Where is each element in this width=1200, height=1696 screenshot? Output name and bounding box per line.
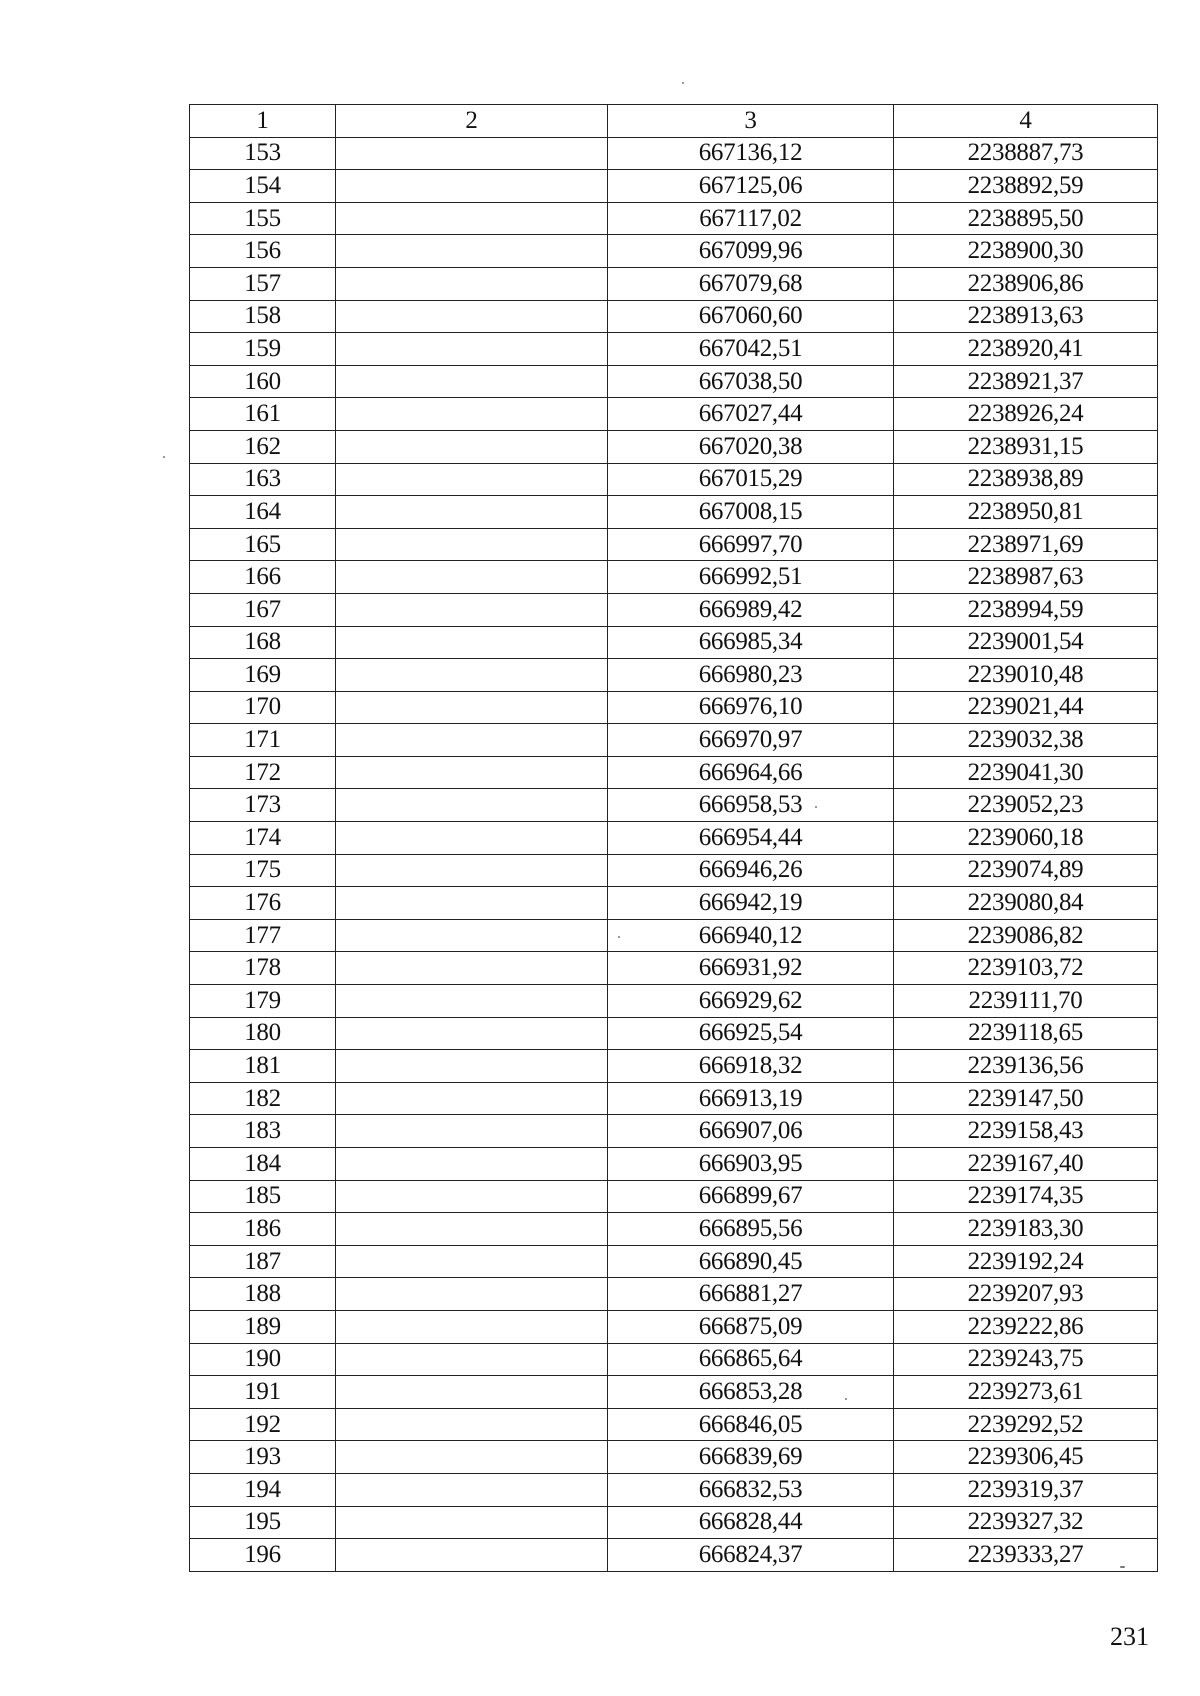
column-2-cell bbox=[336, 170, 608, 203]
table-row bbox=[190, 463, 1158, 496]
row-number-cell: 174 bbox=[190, 822, 336, 855]
table-row bbox=[190, 561, 1158, 594]
column-2-cell bbox=[336, 1017, 608, 1050]
column-2-cell bbox=[336, 137, 608, 170]
table-row bbox=[190, 626, 1158, 659]
table-row bbox=[190, 756, 1158, 789]
table-row bbox=[190, 1148, 1158, 1181]
column-2-cell bbox=[336, 1441, 608, 1474]
x-coordinate-cell: 666989,42 bbox=[608, 593, 894, 626]
column-header-1: 1 bbox=[190, 105, 336, 138]
column-2-cell bbox=[336, 1539, 608, 1572]
x-coordinate-cell: 667020,38 bbox=[608, 430, 894, 463]
column-header-4: 4 bbox=[894, 105, 1158, 138]
table-row bbox=[190, 1278, 1158, 1311]
y-coordinate-cell: 2238971,69 bbox=[894, 528, 1158, 561]
table-row bbox=[190, 300, 1158, 333]
table-row bbox=[190, 1376, 1158, 1409]
column-2-cell bbox=[336, 1213, 608, 1246]
table-row bbox=[190, 137, 1158, 170]
row-number-cell: 173 bbox=[190, 789, 336, 822]
table-row bbox=[190, 593, 1158, 626]
scan-speck bbox=[682, 82, 684, 84]
x-coordinate-cell: 666865,64 bbox=[608, 1343, 894, 1376]
x-coordinate-cell: 666828,44 bbox=[608, 1506, 894, 1539]
row-number-cell: 156 bbox=[190, 235, 336, 268]
x-coordinate-cell: 666895,56 bbox=[608, 1213, 894, 1246]
row-number-cell: 153 bbox=[190, 137, 336, 170]
row-number-cell: 164 bbox=[190, 496, 336, 529]
x-coordinate-cell: 666832,53 bbox=[608, 1473, 894, 1506]
y-coordinate-cell: 2239086,82 bbox=[894, 919, 1158, 952]
x-coordinate-cell: 667042,51 bbox=[608, 333, 894, 366]
y-coordinate-cell: 2238994,59 bbox=[894, 593, 1158, 626]
page-number: 231 bbox=[1110, 1622, 1149, 1651]
y-coordinate-cell: 2238931,15 bbox=[894, 430, 1158, 463]
x-coordinate-cell: 666958,53 bbox=[608, 789, 894, 822]
y-coordinate-cell: 2239118,65 bbox=[894, 1017, 1158, 1050]
header-row bbox=[190, 105, 1158, 138]
x-coordinate-cell: 667060,60 bbox=[608, 300, 894, 333]
x-coordinate-cell: 666980,23 bbox=[608, 659, 894, 692]
row-number-cell: 160 bbox=[190, 365, 336, 398]
y-coordinate-cell: 2238921,37 bbox=[894, 365, 1158, 398]
column-2-cell bbox=[336, 235, 608, 268]
table-row bbox=[190, 1245, 1158, 1278]
table-row bbox=[190, 398, 1158, 431]
scan-speck bbox=[1120, 1566, 1125, 1568]
y-coordinate-cell: 2239243,75 bbox=[894, 1343, 1158, 1376]
column-2-cell bbox=[336, 887, 608, 920]
row-number-cell: 161 bbox=[190, 398, 336, 431]
column-2-cell bbox=[336, 1050, 608, 1083]
table-row bbox=[190, 1017, 1158, 1050]
table-row bbox=[190, 528, 1158, 561]
row-number-cell: 178 bbox=[190, 952, 336, 985]
column-2-cell bbox=[336, 1506, 608, 1539]
x-coordinate-cell: 667117,02 bbox=[608, 202, 894, 235]
row-number-cell: 182 bbox=[190, 1082, 336, 1115]
x-coordinate-cell: 666976,10 bbox=[608, 691, 894, 724]
x-coordinate-cell: 667015,29 bbox=[608, 463, 894, 496]
column-2-cell bbox=[336, 1082, 608, 1115]
y-coordinate-cell: 2238906,86 bbox=[894, 267, 1158, 300]
row-number-cell: 165 bbox=[190, 528, 336, 561]
x-coordinate-cell: 666918,32 bbox=[608, 1050, 894, 1083]
column-2-cell bbox=[336, 430, 608, 463]
column-2-cell bbox=[336, 561, 608, 594]
x-coordinate-cell: 666907,06 bbox=[608, 1115, 894, 1148]
row-number-cell: 187 bbox=[190, 1245, 336, 1278]
row-number-cell: 180 bbox=[190, 1017, 336, 1050]
y-coordinate-cell: 2239333,27 bbox=[894, 1539, 1158, 1572]
x-coordinate-cell: 666890,45 bbox=[608, 1245, 894, 1278]
table-row bbox=[190, 1506, 1158, 1539]
table-row bbox=[190, 170, 1158, 203]
y-coordinate-cell: 2239080,84 bbox=[894, 887, 1158, 920]
y-coordinate-cell: 2239222,86 bbox=[894, 1310, 1158, 1343]
y-coordinate-cell: 2239327,32 bbox=[894, 1506, 1158, 1539]
column-header-2: 2 bbox=[336, 105, 608, 138]
column-header-3: 3 bbox=[608, 105, 894, 138]
x-coordinate-cell: 667008,15 bbox=[608, 496, 894, 529]
table-header bbox=[190, 105, 1158, 138]
x-coordinate-cell: 666899,67 bbox=[608, 1180, 894, 1213]
table-row bbox=[190, 919, 1158, 952]
y-coordinate-cell: 2239111,70 bbox=[894, 985, 1158, 1018]
column-2-cell bbox=[336, 1278, 608, 1311]
y-coordinate-cell: 2239183,30 bbox=[894, 1213, 1158, 1246]
table-body bbox=[190, 137, 1158, 1571]
row-number-cell: 167 bbox=[190, 593, 336, 626]
column-2-cell bbox=[336, 822, 608, 855]
y-coordinate-cell: 2238920,41 bbox=[894, 333, 1158, 366]
y-coordinate-cell: 2238895,50 bbox=[894, 202, 1158, 235]
x-coordinate-cell: 666925,54 bbox=[608, 1017, 894, 1050]
column-2-cell bbox=[336, 496, 608, 529]
table-row bbox=[190, 430, 1158, 463]
y-coordinate-cell: 2238950,81 bbox=[894, 496, 1158, 529]
x-coordinate-cell: 666913,19 bbox=[608, 1082, 894, 1115]
table-row bbox=[190, 854, 1158, 887]
y-coordinate-cell: 2239167,40 bbox=[894, 1148, 1158, 1181]
column-2-cell bbox=[336, 626, 608, 659]
row-number-cell: 191 bbox=[190, 1376, 336, 1409]
column-2-cell bbox=[336, 463, 608, 496]
x-coordinate-cell: 666942,19 bbox=[608, 887, 894, 920]
row-number-cell: 158 bbox=[190, 300, 336, 333]
table-row bbox=[190, 1441, 1158, 1474]
y-coordinate-cell: 2238892,59 bbox=[894, 170, 1158, 203]
x-coordinate-cell: 667027,44 bbox=[608, 398, 894, 431]
row-number-cell: 157 bbox=[190, 267, 336, 300]
column-2-cell bbox=[336, 528, 608, 561]
row-number-cell: 194 bbox=[190, 1473, 336, 1506]
table-row bbox=[190, 333, 1158, 366]
table-row bbox=[190, 887, 1158, 920]
row-number-cell: 189 bbox=[190, 1310, 336, 1343]
row-number-cell: 172 bbox=[190, 756, 336, 789]
row-number-cell: 188 bbox=[190, 1278, 336, 1311]
x-coordinate-cell: 667099,96 bbox=[608, 235, 894, 268]
row-number-cell: 163 bbox=[190, 463, 336, 496]
y-coordinate-cell: 2239158,43 bbox=[894, 1115, 1158, 1148]
x-coordinate-cell: 666929,62 bbox=[608, 985, 894, 1018]
x-coordinate-cell: 666931,92 bbox=[608, 952, 894, 985]
column-2-cell bbox=[336, 333, 608, 366]
table-row bbox=[190, 1180, 1158, 1213]
x-coordinate-cell: 666970,97 bbox=[608, 724, 894, 757]
row-number-cell: 181 bbox=[190, 1050, 336, 1083]
x-coordinate-cell: 666954,44 bbox=[608, 822, 894, 855]
table-row bbox=[190, 235, 1158, 268]
y-coordinate-cell: 2239010,48 bbox=[894, 659, 1158, 692]
y-coordinate-cell: 2239273,61 bbox=[894, 1376, 1158, 1409]
x-coordinate-cell: 666881,27 bbox=[608, 1278, 894, 1311]
x-coordinate-cell: 666875,09 bbox=[608, 1310, 894, 1343]
y-coordinate-cell: 2239319,37 bbox=[894, 1473, 1158, 1506]
row-number-cell: 183 bbox=[190, 1115, 336, 1148]
y-coordinate-cell: 2239192,24 bbox=[894, 1245, 1158, 1278]
table-row bbox=[190, 1050, 1158, 1083]
table-row bbox=[190, 985, 1158, 1018]
x-coordinate-cell: 666992,51 bbox=[608, 561, 894, 594]
column-2-cell bbox=[336, 659, 608, 692]
column-2-cell bbox=[336, 267, 608, 300]
row-number-cell: 184 bbox=[190, 1148, 336, 1181]
row-number-cell: 179 bbox=[190, 985, 336, 1018]
y-coordinate-cell: 2239041,30 bbox=[894, 756, 1158, 789]
y-coordinate-cell: 2238900,30 bbox=[894, 235, 1158, 268]
coordinates-table bbox=[189, 104, 1158, 1572]
column-2-cell bbox=[336, 691, 608, 724]
x-coordinate-cell: 666985,34 bbox=[608, 626, 894, 659]
column-2-cell bbox=[336, 1473, 608, 1506]
row-number-cell: 168 bbox=[190, 626, 336, 659]
table-row bbox=[190, 789, 1158, 822]
y-coordinate-cell: 2239001,54 bbox=[894, 626, 1158, 659]
column-2-cell bbox=[336, 1408, 608, 1441]
table-row bbox=[190, 1473, 1158, 1506]
table-row bbox=[190, 691, 1158, 724]
x-coordinate-cell: 667079,68 bbox=[608, 267, 894, 300]
x-coordinate-cell: 667038,50 bbox=[608, 365, 894, 398]
column-2-cell bbox=[336, 1115, 608, 1148]
column-2-cell bbox=[336, 202, 608, 235]
x-coordinate-cell: 667136,12 bbox=[608, 137, 894, 170]
y-coordinate-cell: 2238987,63 bbox=[894, 561, 1158, 594]
column-2-cell bbox=[336, 1310, 608, 1343]
row-number-cell: 159 bbox=[190, 333, 336, 366]
table-row bbox=[190, 202, 1158, 235]
y-coordinate-cell: 2238938,89 bbox=[894, 463, 1158, 496]
y-coordinate-cell: 2239052,23 bbox=[894, 789, 1158, 822]
row-number-cell: 195 bbox=[190, 1506, 336, 1539]
y-coordinate-cell: 2239103,72 bbox=[894, 952, 1158, 985]
column-2-cell bbox=[336, 1180, 608, 1213]
table-row bbox=[190, 1115, 1158, 1148]
table-row bbox=[190, 659, 1158, 692]
row-number-cell: 162 bbox=[190, 430, 336, 463]
column-2-cell bbox=[336, 398, 608, 431]
row-number-cell: 193 bbox=[190, 1441, 336, 1474]
column-2-cell bbox=[336, 756, 608, 789]
table-row bbox=[190, 267, 1158, 300]
table-row bbox=[190, 724, 1158, 757]
scan-speck bbox=[815, 806, 817, 808]
row-number-cell: 186 bbox=[190, 1213, 336, 1246]
table-row bbox=[190, 822, 1158, 855]
scan-speck bbox=[618, 936, 620, 938]
column-2-cell bbox=[336, 1148, 608, 1181]
x-coordinate-cell: 666964,66 bbox=[608, 756, 894, 789]
y-coordinate-cell: 2239060,18 bbox=[894, 822, 1158, 855]
table-row bbox=[190, 1213, 1158, 1246]
row-number-cell: 171 bbox=[190, 724, 336, 757]
table-row bbox=[190, 1343, 1158, 1376]
y-coordinate-cell: 2239147,50 bbox=[894, 1082, 1158, 1115]
x-coordinate-cell: 666824,37 bbox=[608, 1539, 894, 1572]
column-2-cell bbox=[336, 789, 608, 822]
scan-speck bbox=[845, 1398, 847, 1400]
x-coordinate-cell: 666846,05 bbox=[608, 1408, 894, 1441]
y-coordinate-cell: 2238887,73 bbox=[894, 137, 1158, 170]
column-2-cell bbox=[336, 300, 608, 333]
table-row bbox=[190, 1082, 1158, 1115]
x-coordinate-cell: 666839,69 bbox=[608, 1441, 894, 1474]
x-coordinate-cell: 666946,26 bbox=[608, 854, 894, 887]
row-number-cell: 177 bbox=[190, 919, 336, 952]
y-coordinate-cell: 2239207,93 bbox=[894, 1278, 1158, 1311]
column-2-cell bbox=[336, 952, 608, 985]
x-coordinate-cell: 667125,06 bbox=[608, 170, 894, 203]
column-2-cell bbox=[336, 365, 608, 398]
row-number-cell: 175 bbox=[190, 854, 336, 887]
row-number-cell: 170 bbox=[190, 691, 336, 724]
x-coordinate-cell: 666903,95 bbox=[608, 1148, 894, 1181]
column-2-cell bbox=[336, 593, 608, 626]
row-number-cell: 196 bbox=[190, 1539, 336, 1572]
row-number-cell: 166 bbox=[190, 561, 336, 594]
column-2-cell bbox=[336, 1376, 608, 1409]
x-coordinate-cell: 666997,70 bbox=[608, 528, 894, 561]
row-number-cell: 185 bbox=[190, 1180, 336, 1213]
column-2-cell bbox=[336, 854, 608, 887]
y-coordinate-cell: 2239136,56 bbox=[894, 1050, 1158, 1083]
column-2-cell bbox=[336, 724, 608, 757]
table-row bbox=[190, 1539, 1158, 1572]
table-row bbox=[190, 952, 1158, 985]
row-number-cell: 192 bbox=[190, 1408, 336, 1441]
row-number-cell: 176 bbox=[190, 887, 336, 920]
y-coordinate-cell: 2239306,45 bbox=[894, 1441, 1158, 1474]
x-coordinate-cell: 666940,12 bbox=[608, 919, 894, 952]
table-row bbox=[190, 365, 1158, 398]
row-number-cell: 190 bbox=[190, 1343, 336, 1376]
y-coordinate-cell: 2239292,52 bbox=[894, 1408, 1158, 1441]
table-row bbox=[190, 496, 1158, 529]
y-coordinate-cell: 2238926,24 bbox=[894, 398, 1158, 431]
y-coordinate-cell: 2239074,89 bbox=[894, 854, 1158, 887]
row-number-cell: 154 bbox=[190, 170, 336, 203]
row-number-cell: 169 bbox=[190, 659, 336, 692]
x-coordinate-cell: 666853,28 bbox=[608, 1376, 894, 1409]
column-2-cell bbox=[336, 919, 608, 952]
y-coordinate-cell: 2239032,38 bbox=[894, 724, 1158, 757]
scan-speck bbox=[163, 456, 165, 458]
y-coordinate-cell: 2238913,63 bbox=[894, 300, 1158, 333]
column-2-cell bbox=[336, 985, 608, 1018]
row-number-cell: 155 bbox=[190, 202, 336, 235]
column-2-cell bbox=[336, 1343, 608, 1376]
table-row bbox=[190, 1408, 1158, 1441]
y-coordinate-cell: 2239174,35 bbox=[894, 1180, 1158, 1213]
table-row bbox=[190, 1310, 1158, 1343]
y-coordinate-cell: 2239021,44 bbox=[894, 691, 1158, 724]
column-2-cell bbox=[336, 1245, 608, 1278]
